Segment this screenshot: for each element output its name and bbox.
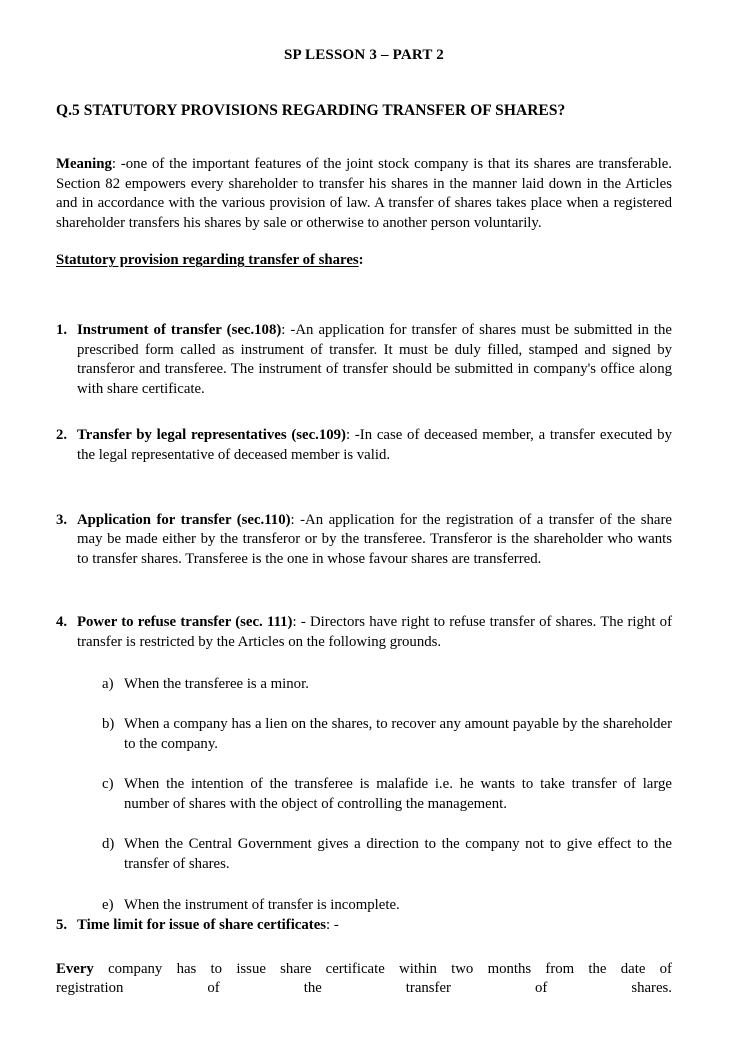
closing-paragraph-line-1 xyxy=(56,960,672,980)
list-item-text: When a company has a lien on the shares, to recover any amount payable by the shareholder to the company. xyxy=(124,716,672,752)
section-heading xyxy=(56,233,672,271)
list-item-marker: 1. xyxy=(56,321,68,338)
closing-paragraph-line-1-text: company has to issue share certificate within two months from the date of xyxy=(93,960,672,977)
list-item-marker: d) xyxy=(102,836,115,853)
list-item-body: : - Directors have right to refuse transfer of shares. The right of transfer is restricted by the Articles on the following grounds. xyxy=(77,614,672,650)
closing-paragraph xyxy=(56,960,672,999)
list-item-title: Transfer by legal representatives (sec.109) xyxy=(77,427,346,444)
list-item xyxy=(102,896,672,916)
section-heading-colon: : xyxy=(358,252,364,269)
list-item xyxy=(56,613,672,652)
list-item xyxy=(102,835,672,874)
list-item xyxy=(56,511,672,570)
list-item-marker: 2. xyxy=(56,427,68,444)
list-item-text: When the Central Government gives a direction to the company not to give effect to the transfer of shares. xyxy=(124,836,672,873)
list-item-marker: b) xyxy=(102,716,115,733)
list-item-body: : -In case of deceased member, a transfer executed by the legal representative of deceased member is valid. xyxy=(77,427,672,463)
list-item-title: Time limit for issue of share certificates xyxy=(77,917,327,934)
numbered-list-continued xyxy=(56,916,672,936)
section-heading-underlined-text: Statutory provision regarding transfer of shares xyxy=(56,252,359,269)
list-item-marker: 3. xyxy=(56,511,68,528)
meaning-paragraph xyxy=(56,121,672,233)
list-item-body: : -An application for transfer of shares must be submitted in the prescribed form called as instrument of transfer. It must be duly filled, stamped and signed by transferor and transferee. The instrument of transfer should be submitted in company's office along with share certificate. xyxy=(77,321,672,397)
list-item xyxy=(56,321,672,399)
list-item-body: : -An application for the registration of a transfer of the share may be made either by the transferor or by the transferee. Transferor is the shareholder who wants to transfer shares. Transferee is the one in whose favour shares are transferred. xyxy=(77,511,672,567)
numbered-list xyxy=(56,321,672,653)
list-item xyxy=(102,675,672,695)
list-item-title: Application for transfer (sec.110) xyxy=(77,511,291,528)
list-item xyxy=(56,426,672,465)
list-item-marker: e) xyxy=(102,896,114,913)
list-item-title: Instrument of transfer (sec.108) xyxy=(77,321,282,338)
closing-paragraph-lead: Every xyxy=(56,960,94,977)
list-item xyxy=(102,775,672,814)
list-item-title: Power to refuse transfer (sec. 111) xyxy=(77,614,293,631)
list-item-text: When the intention of the transferee is malafide i.e. he wants to take transfer of large number of shares with the object of controlling the management. xyxy=(124,776,672,812)
page-title: SP LESSON 3 – PART 2 xyxy=(283,47,445,63)
list-item-text: When the transferee is a minor. xyxy=(124,675,309,692)
meaning-body: : -one of the important features of the joint stock company is that its shares are transferable. Section 82 empowers every shareholder to transfer his shares in the manner laid down in the Articles and in accordance with the various provision of law. A transfer of shares takes place when a registered shareholder transfers his shares by sale or otherwise to another person voluntarily. xyxy=(56,156,672,231)
list-item-marker: a) xyxy=(102,675,114,692)
list-item-marker: c) xyxy=(102,776,114,793)
list-item-text: When the instrument of transfer is incomplete. xyxy=(124,896,400,913)
list-item xyxy=(102,715,672,754)
list-item-body: : - xyxy=(326,917,339,934)
meaning-label: Meaning xyxy=(56,156,112,172)
list-item-marker: 4. xyxy=(56,614,68,631)
list-item xyxy=(56,916,672,936)
list-item-marker: 5. xyxy=(56,917,68,934)
closing-paragraph-line-2: registration of the transfer of shares. xyxy=(56,980,672,997)
document-content xyxy=(56,0,672,999)
question-heading: Q.5 STATUTORY PROVISIONS REGARDING TRANSFER OF SHARES? xyxy=(56,102,566,119)
alpha-sub-list xyxy=(56,675,672,916)
